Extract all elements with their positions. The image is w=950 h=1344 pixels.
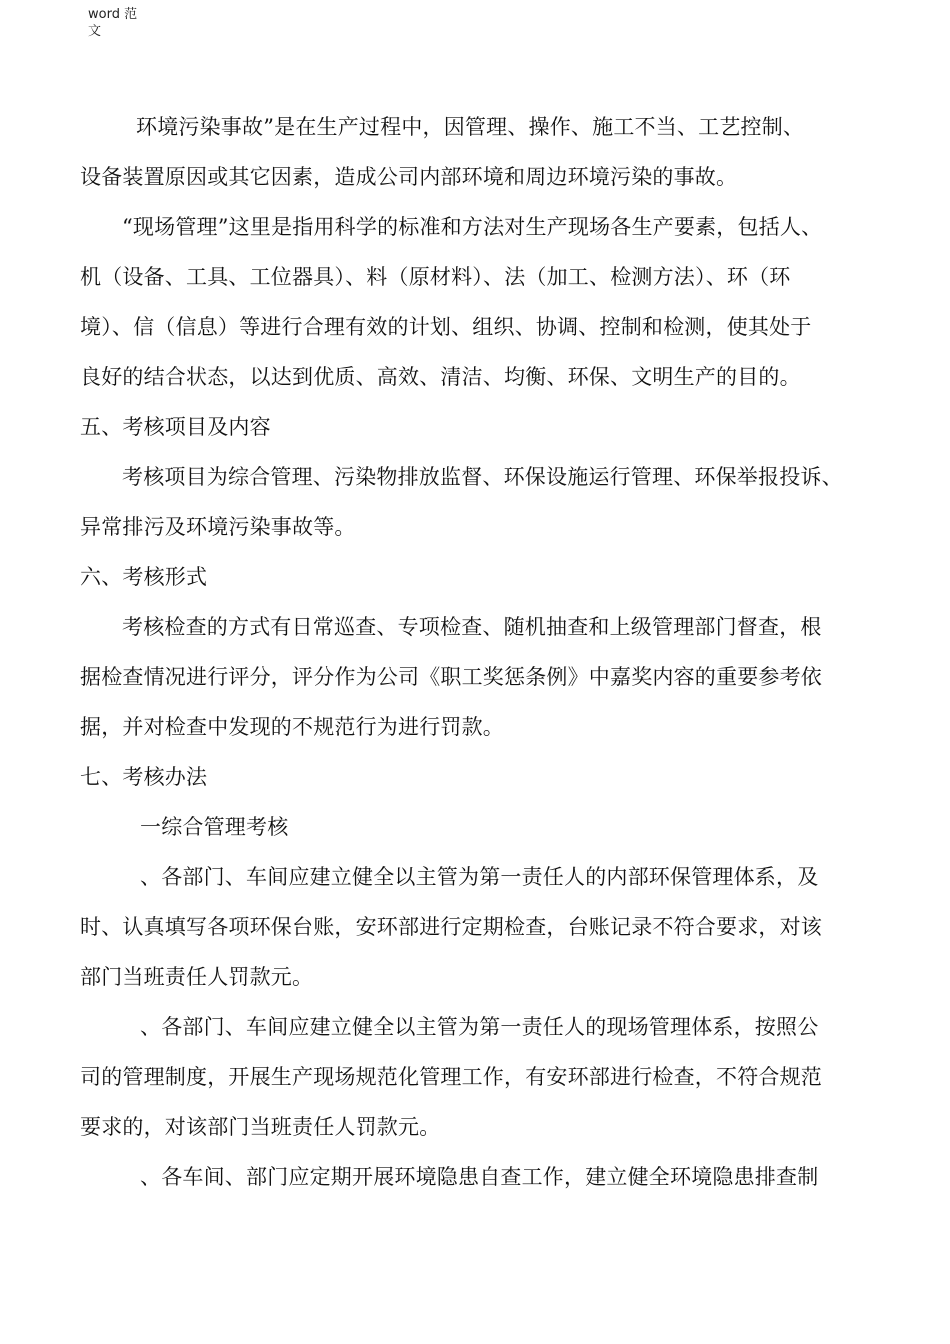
paragraph-line: 要求的，对该部门当班责任人罚款元。	[80, 1115, 441, 1139]
subsection-heading: 一综合管理考核	[140, 815, 289, 839]
paragraph-line: 考核检查的方式有日常巡查、专项检查、随机抽查和上级管理部门督查，根	[122, 615, 822, 639]
paragraph-line: 司的管理制度，开展生产现场规范化管理工作，有安环部进行检查，不符合规范	[80, 1065, 822, 1089]
paragraph-line: 据，并对检查中发现的不规范行为进行罚款。	[80, 715, 504, 739]
section-heading: 五、考核项目及内容	[80, 415, 271, 439]
paragraph-line: 时、认真填写各项环保台账，安环部进行定期检查，台账记录不符合要求，对该	[80, 915, 822, 939]
paragraph-line: 、各车间、部门应定期开展环境隐患自查工作，建立健全环境隐患排查制	[140, 1165, 819, 1189]
page-header	[88, 6, 137, 40]
paragraph-line: 、各部门、车间应建立健全以主管为第一责任人的现场管理体系，按照公	[140, 1015, 819, 1039]
paragraph-line: 异常排污及环境污染事故等。	[80, 515, 356, 539]
section-heading: 七、考核办法	[80, 765, 208, 789]
paragraph-line: “现场管理”这里是指用科学的标准和方法对生产现场各生产要素，包括人、	[122, 215, 823, 239]
header-line-2: 文	[88, 24, 102, 39]
paragraph-line: 机（设备、工具、工位器具）、料（原材料）、法（加工、检测方法）、环（环	[80, 265, 791, 289]
header-line-1: word 范	[88, 7, 138, 22]
paragraph-line: 据检查情况进行评分，评分作为公司《职工奖惩条例》中嘉奖内容的重要参考依	[80, 665, 822, 689]
paragraph-line: 良好的结合状态，以达到优质、高效、清洁、均衡、环保、文明生产的目的。	[80, 365, 801, 389]
paragraph-line: 境）、信（信息）等进行合理有效的计划、组织、协调、控制和检测，使其处于	[80, 315, 812, 339]
document-body	[80, 102, 888, 1202]
paragraph-line: 部门当班责任人罚款元。	[80, 965, 314, 989]
paragraph-line: 考核项目为综合管理、污染物排放监督、环保设施运行管理、环保举报投诉、	[122, 465, 843, 489]
paragraph-line: 环境污染事故”是在生产过程中，因管理、操作、施工不当、工艺控制、	[136, 115, 805, 139]
paragraph-line: 设备装置原因或其它因素，造成公司内部环境和周边环境污染的事故。	[80, 165, 738, 189]
section-heading: 六、考核形式	[80, 565, 208, 589]
paragraph-line: 、各部门、车间应建立健全以主管为第一责任人的内部环保管理体系，及	[140, 865, 819, 889]
